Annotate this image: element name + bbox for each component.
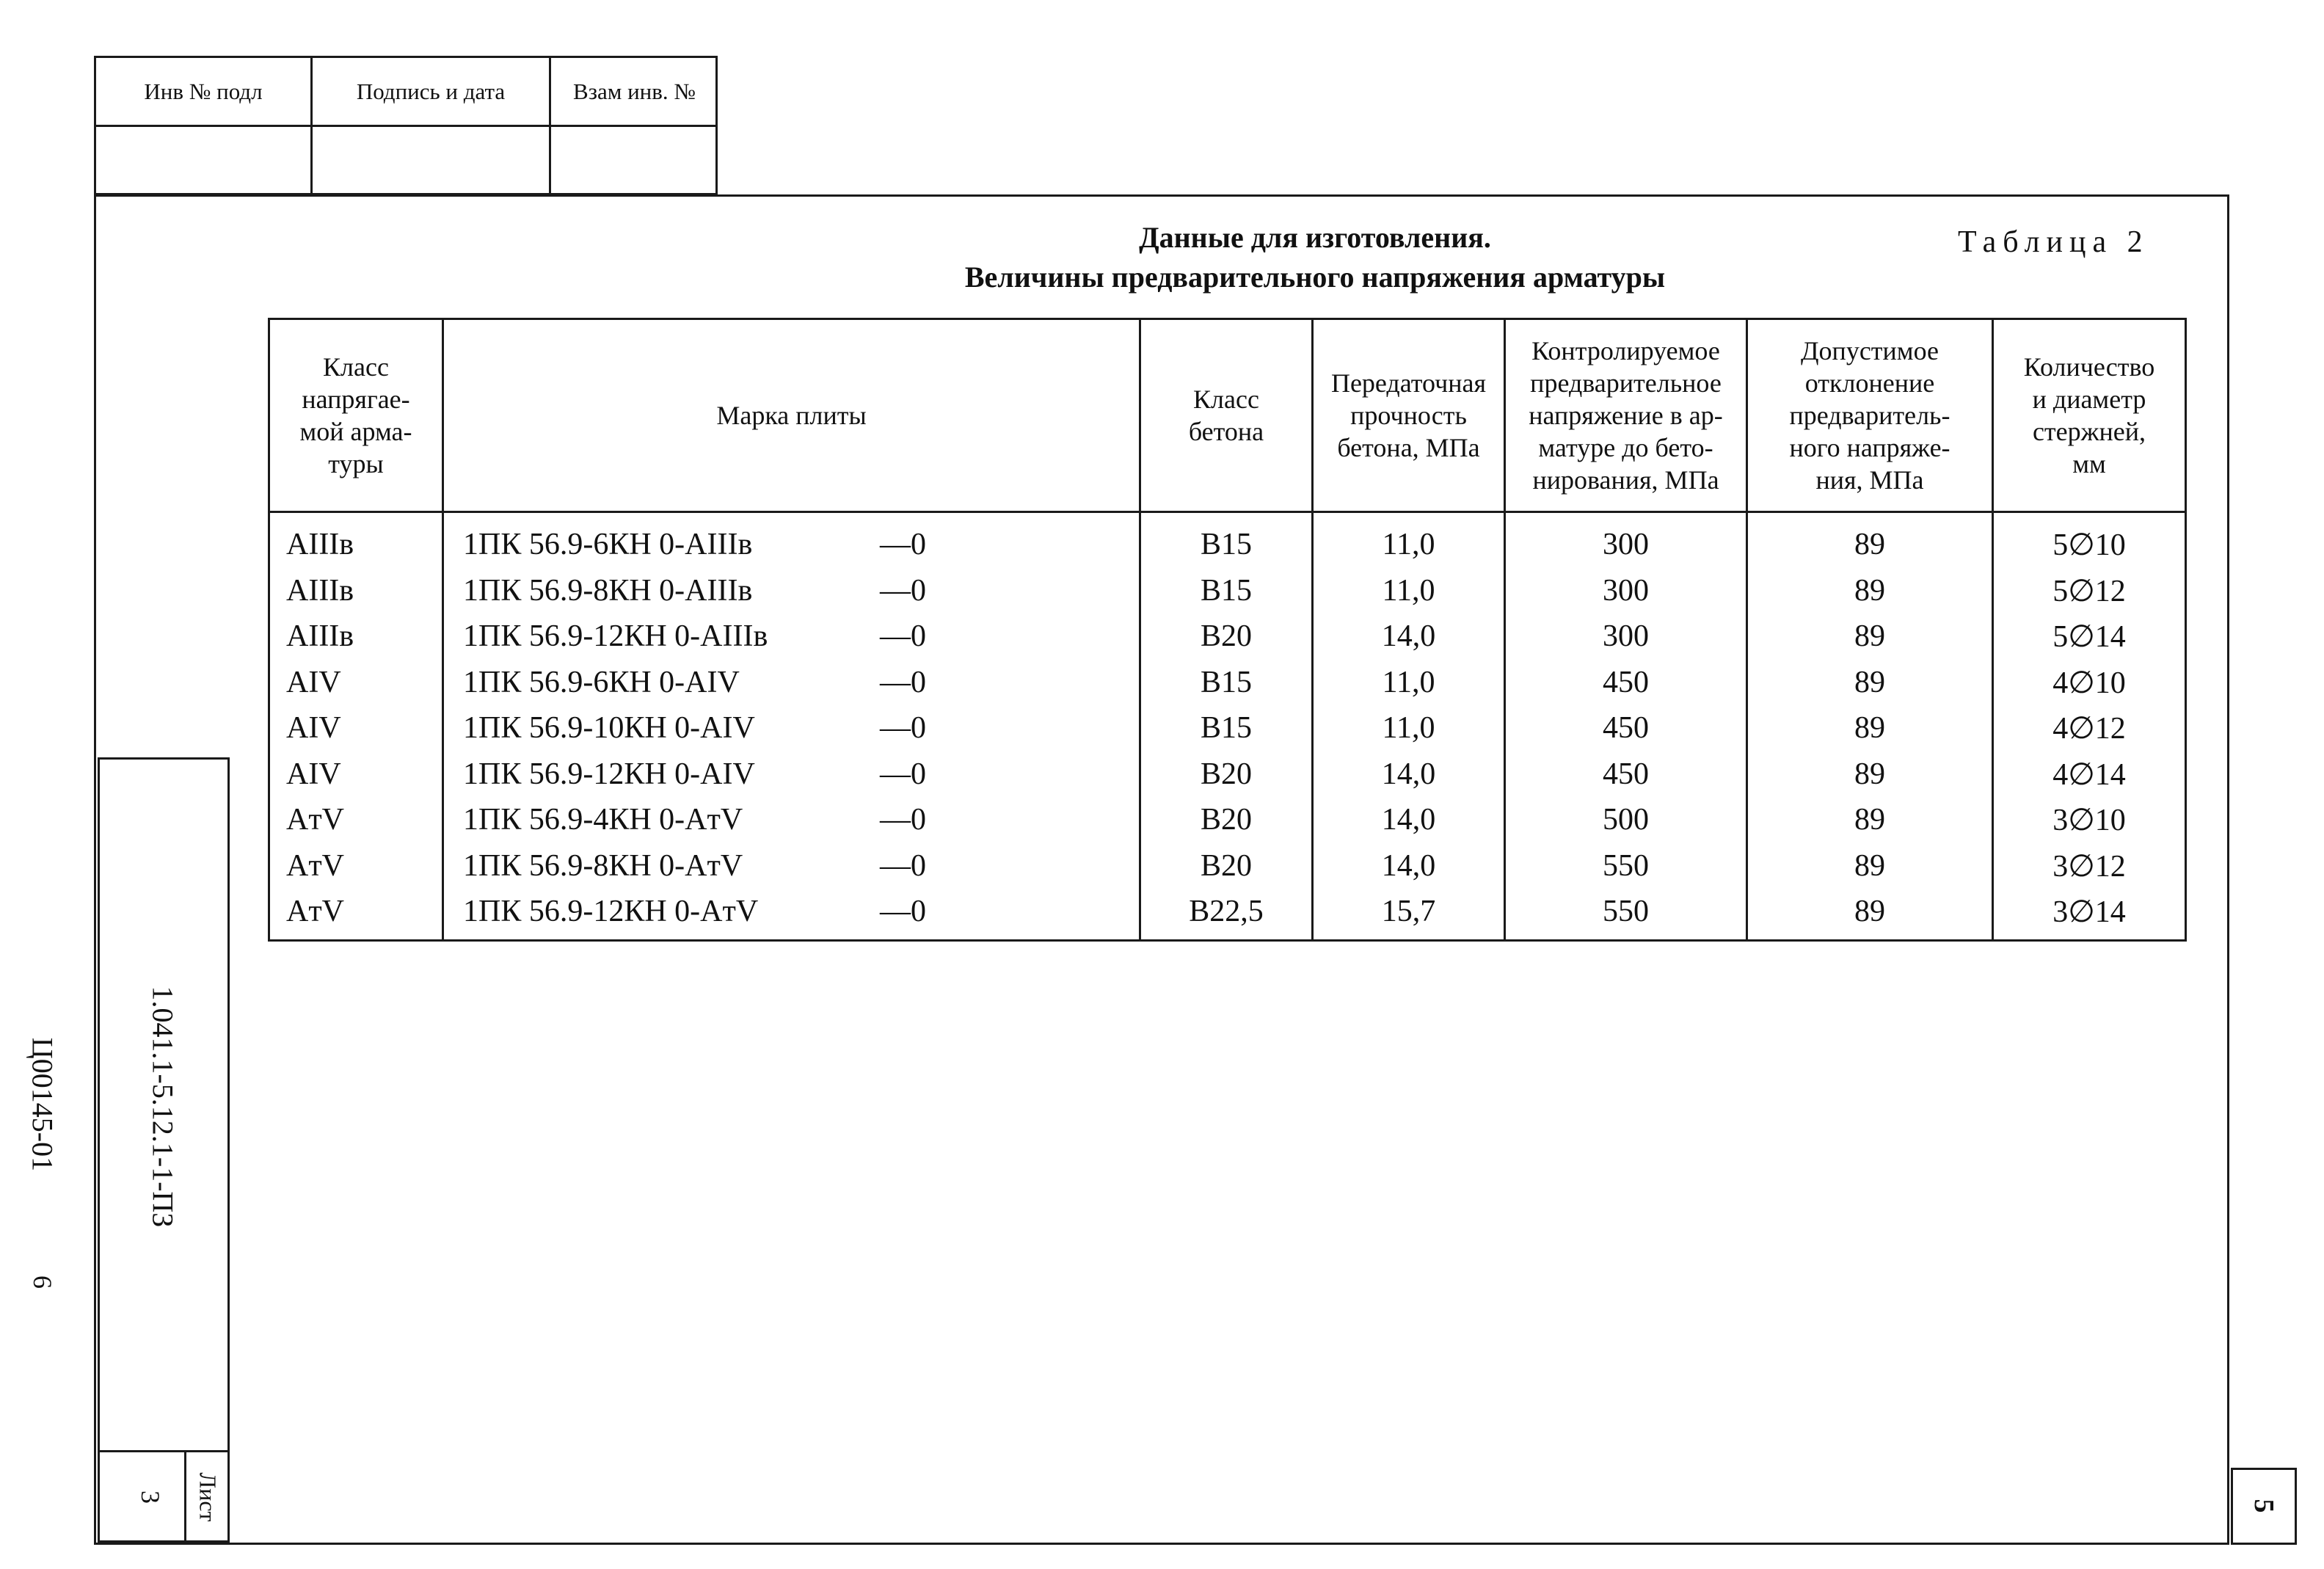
table-row — [269, 843, 2186, 889]
cell-beton: B20 — [1140, 797, 1313, 843]
table-row — [269, 660, 2186, 706]
archive-code: Ц00145-01 — [26, 1037, 59, 1172]
cell-rods: 4∅10 — [1993, 660, 2186, 706]
cell-strength: 15,7 — [1313, 889, 1505, 940]
cell-mark: 1ПК 56.9-10КН 0-AIV —0 — [443, 705, 1140, 751]
cell-strength: 11,0 — [1313, 568, 1505, 614]
cell-rods: 5∅12 — [1993, 568, 2186, 614]
cell-mark: 1ПК 56.9-8КН 0-AIIIв —0 — [443, 568, 1140, 614]
archive-page-number: 6 — [28, 1275, 57, 1289]
stamp-inv-podl-value — [96, 127, 313, 193]
cell-stress: 450 — [1505, 705, 1747, 751]
stamp-inv-podl-label: Инв № подл — [96, 58, 313, 127]
header-kontroliruemoe: Контролируемое предварительное напряжение в ар- матуре до бето- нирования, МПа — [1505, 319, 1747, 512]
sheet-number: 3 — [136, 1490, 165, 1504]
cell-rods: 4∅14 — [1993, 751, 2186, 798]
cell-class: AтV — [269, 797, 443, 843]
cell-class: AIIIв — [269, 614, 443, 660]
cell-deviation: 89 — [1747, 660, 1993, 706]
cell-stress: 450 — [1505, 751, 1747, 798]
cell-beton: B15 — [1140, 512, 1313, 568]
cell-mark: 1ПК 56.9-8КН 0-AтV —0 — [443, 843, 1140, 889]
cell-class: AIV — [269, 751, 443, 798]
cell-class: AIIIв — [269, 512, 443, 568]
cell-class: AIV — [269, 705, 443, 751]
cell-deviation: 89 — [1747, 797, 1993, 843]
cell-deviation: 89 — [1747, 751, 1993, 798]
stamp-vzam-label: Взам инв. № — [551, 58, 718, 127]
cell-class: AIV — [269, 660, 443, 706]
cell-stress: 550 — [1505, 843, 1747, 889]
cell-beton: B22,5 — [1140, 889, 1313, 940]
header-kolichestvo: Количество и диаметр стержней, мм — [1993, 319, 2186, 512]
cell-strength: 14,0 — [1313, 614, 1505, 660]
cell-class: AIIIв — [269, 568, 443, 614]
cell-mark: 1ПК 56.9-12КН 0-AтV —0 — [443, 889, 1140, 940]
sheet-label: Лист — [194, 1472, 222, 1522]
cell-deviation: 89 — [1747, 614, 1993, 660]
cell-mark: 1ПК 56.9-12КН 0-AIIIв —0 — [443, 614, 1140, 660]
page-number: 5 — [2248, 1499, 2279, 1513]
cell-strength: 11,0 — [1313, 660, 1505, 706]
document-code: 1.041.1-5.12.1-1-ПЗ — [146, 986, 180, 1228]
cell-beton: B20 — [1140, 843, 1313, 889]
prestress-data-table — [268, 318, 2187, 942]
header-class-armatury: Класс напрягае- мой арма- туры — [269, 319, 443, 512]
cell-beton: B15 — [1140, 660, 1313, 706]
cell-rods: 5∅14 — [1993, 614, 2186, 660]
cell-stress: 450 — [1505, 660, 1747, 706]
cell-deviation: 89 — [1747, 843, 1993, 889]
cell-rods: 3∅10 — [1993, 797, 2186, 843]
cell-strength: 14,0 — [1313, 797, 1505, 843]
header-marka: Марка плиты — [443, 319, 1140, 512]
cell-beton: B15 — [1140, 568, 1313, 614]
cell-strength: 11,0 — [1313, 512, 1505, 568]
cell-strength: 14,0 — [1313, 843, 1505, 889]
header-peredatochnaya: Передаточная прочность бетона, МПа — [1313, 319, 1505, 512]
table-label: Таблица 2 — [1958, 225, 2149, 259]
cell-deviation: 89 — [1747, 512, 1993, 568]
cell-stress: 300 — [1505, 512, 1747, 568]
header-dopustimoe: Допустимое отклонение предваритель- ного напряже- ния, МПа — [1747, 319, 1993, 512]
cell-strength: 14,0 — [1313, 751, 1505, 798]
cell-strength: 11,0 — [1313, 705, 1505, 751]
cell-deviation: 89 — [1747, 568, 1993, 614]
cell-rods: 5∅10 — [1993, 512, 2186, 568]
cell-rods: 3∅12 — [1993, 843, 2186, 889]
table-row — [269, 889, 2186, 940]
cell-stress: 550 — [1505, 889, 1747, 940]
header-class-betona: Класс бетона — [1140, 319, 1313, 512]
title-line-2: Величины предварительного напряжения арматуры — [964, 261, 1666, 294]
cell-mark: 1ПК 56.9-6КН 0-AIIIв —0 — [443, 512, 1140, 568]
stamp-vzam-value — [551, 127, 718, 193]
table-row — [269, 512, 2186, 568]
approval-stamp — [94, 56, 718, 195]
cell-deviation: 89 — [1747, 889, 1993, 940]
table-row — [269, 705, 2186, 751]
cell-rods: 4∅12 — [1993, 705, 2186, 751]
table-row — [269, 614, 2186, 660]
title-line-1: Данные для изготовления. — [1139, 221, 1491, 254]
table-header-row — [269, 319, 2186, 512]
cell-deviation: 89 — [1747, 705, 1993, 751]
table-row — [269, 568, 2186, 614]
cell-class: AтV — [269, 889, 443, 940]
stamp-podpis-value — [313, 127, 551, 193]
cell-stress: 500 — [1505, 797, 1747, 843]
cell-mark: 1ПК 56.9-12КН 0-AIV —0 — [443, 751, 1140, 798]
stamp-podpis-label: Подпись и дата — [313, 58, 551, 127]
cell-mark: 1ПК 56.9-6КН 0-AIV —0 — [443, 660, 1140, 706]
cell-class: AтV — [269, 843, 443, 889]
cell-beton: B20 — [1140, 751, 1313, 798]
cell-beton: B20 — [1140, 614, 1313, 660]
table-row — [269, 751, 2186, 798]
table-row — [269, 797, 2186, 843]
cell-rods: 3∅14 — [1993, 889, 2186, 940]
cell-beton: B15 — [1140, 705, 1313, 751]
cell-mark: 1ПК 56.9-4КН 0-AтV —0 — [443, 797, 1140, 843]
cell-stress: 300 — [1505, 568, 1747, 614]
cell-stress: 300 — [1505, 614, 1747, 660]
